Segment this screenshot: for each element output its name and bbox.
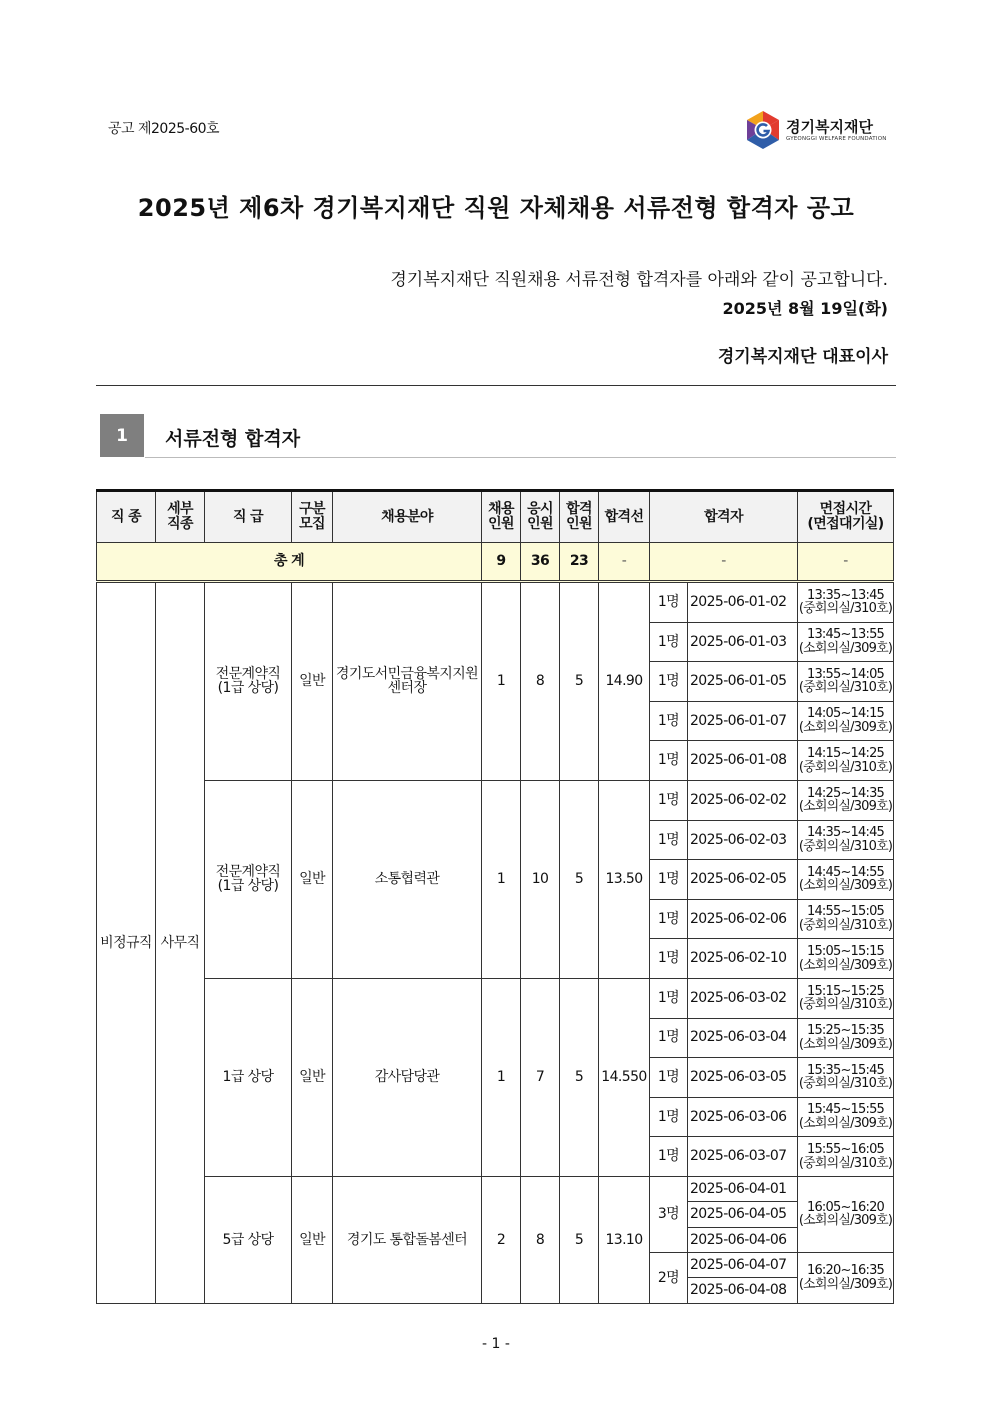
interview-line1: 15:55~16:05 (806, 1141, 885, 1157)
foundation-logo (746, 110, 896, 154)
interview-cell (798, 1253, 894, 1304)
interview-line1: 14:25~14:35 (806, 785, 885, 801)
logo-subtitle: GYEONGGI WELFARE FOUNDATION (786, 136, 887, 142)
interview-line1: 13:35~13:45 (806, 587, 885, 603)
field-text-line2: 센터장 (387, 680, 427, 697)
interview-cell (798, 701, 894, 741)
cutoff-cell: 14.550 (599, 978, 650, 1176)
passer-count-cell: 1명 (650, 701, 688, 741)
interview-line1: 15:15~15:25 (806, 983, 885, 999)
foundation-logo-icon (746, 110, 780, 150)
header-apply-1: 응시 (527, 501, 553, 518)
section-title: 서류전형 합격자 (165, 428, 301, 450)
total-label: 총 계 (97, 543, 482, 582)
interview-line2: (중회의실/310호) (798, 997, 893, 1013)
hire-cell: 1 (482, 978, 521, 1176)
header-interview-1: 면접시간 (819, 501, 872, 518)
table-row (97, 1176, 894, 1201)
interview-cell (798, 899, 894, 939)
passer-id-cell: 2025-06-03-04 (688, 1018, 798, 1058)
interview-line1: 14:15~14:25 (806, 746, 885, 762)
hire-cell: 1 (482, 780, 521, 978)
interview-line1: 14:35~14:45 (806, 825, 885, 841)
page-title: 2025년 제6차 경기복지재단 직원 자체채용 서류전형 합격자 공고 (137, 194, 855, 222)
apply-cell: 8 (521, 1176, 560, 1303)
total-cutoff: - (599, 543, 650, 582)
passer-id-cell: 2025-06-02-02 (688, 780, 798, 820)
interview-cell (798, 1018, 894, 1058)
passer-id-cell: 2025-06-01-05 (688, 662, 798, 702)
field-text: 소통협력관 (374, 871, 440, 888)
passer-id-cell: 2025-06-04-01 (688, 1176, 798, 1201)
passer-id-cell: 2025-06-02-03 (688, 820, 798, 860)
header-apply-2: 인원 (527, 516, 553, 532)
table-row (97, 582, 894, 623)
recruit-type-cell: 일반 (292, 978, 333, 1176)
grade-cell (205, 582, 292, 781)
passer-count-cell: 1명 (650, 662, 688, 702)
interview-cell (798, 780, 894, 820)
grade-cell (205, 978, 292, 1176)
interview-line2: (중회의실/310호) (798, 1076, 893, 1092)
issuer: 경기복지재단 대표이사 (717, 347, 888, 367)
table-row (97, 978, 894, 1018)
sub-type-cell: 사무직 (156, 582, 205, 1304)
passer-count-cell: 2명 (650, 1253, 688, 1304)
interview-line1: 15:25~15:35 (806, 1023, 885, 1039)
passer-id-cell: 2025-06-03-05 (688, 1058, 798, 1098)
passer-id-cell: 2025-06-03-07 (688, 1137, 798, 1177)
passer-count-cell: 3명 (650, 1176, 688, 1252)
interview-cell (798, 820, 894, 860)
header-pass-1: 합격 (566, 501, 592, 518)
pass-cell: 5 (560, 978, 599, 1176)
passer-id-cell: 2025-06-04-08 (688, 1278, 798, 1303)
pass-cell: 5 (560, 582, 599, 781)
interview-line2: (소회의실/309호) (798, 640, 893, 656)
job-type-cell: 비정규직 (97, 582, 156, 1304)
cutoff-cell: 13.10 (599, 1176, 650, 1303)
passer-count-cell: 1명 (650, 820, 688, 860)
interview-line2: (소회의실/309호) (798, 957, 893, 973)
grade-text-line2: (1급 상당) (217, 680, 279, 697)
cutoff-cell: 14.90 (599, 582, 650, 781)
section-number: 1 (100, 414, 144, 457)
interview-cell (798, 662, 894, 702)
interview-line2: (소회의실/309호) (798, 878, 893, 894)
interview-line1: 15:35~15:45 (806, 1062, 885, 1078)
passer-count-cell: 1명 (650, 1137, 688, 1177)
apply-cell: 7 (521, 978, 560, 1176)
header-hire-2: 인원 (488, 516, 514, 532)
interview-line2: (중회의실/310호) (798, 918, 893, 934)
interview-cell (798, 860, 894, 900)
hire-cell: 1 (482, 582, 521, 781)
notice-date: 2025년 8월 19일(화) (722, 299, 888, 318)
passer-id-cell: 2025-06-04-06 (688, 1227, 798, 1252)
interview-cell (798, 1176, 894, 1252)
header-hire (482, 491, 521, 543)
field-cell (333, 780, 482, 978)
interview-line2: (소회의실/309호) (798, 1036, 893, 1052)
total-pass: 23 (560, 543, 599, 582)
passer-id-cell: 2025-06-04-05 (688, 1202, 798, 1227)
passer-count-cell: 1명 (650, 582, 688, 623)
header-sub-type-1: 세부 (167, 501, 193, 518)
header-hire-1: 채용 (488, 501, 514, 518)
hire-cell: 2 (482, 1176, 521, 1303)
total-interview: - (798, 543, 894, 582)
section-underline (145, 457, 896, 458)
header-job-type: 직 종 (97, 491, 156, 543)
interview-line2: (중회의실/310호) (798, 601, 893, 617)
interview-cell (798, 939, 894, 979)
grade-text-line1: 전문계약직 (215, 665, 281, 682)
interview-line1: 14:05~14:15 (806, 706, 885, 722)
header-recruit-type (292, 491, 333, 543)
passer-id-cell: 2025-06-02-10 (688, 939, 798, 979)
total-row (97, 543, 894, 582)
passer-count-cell: 1명 (650, 1097, 688, 1137)
pass-cell: 5 (560, 780, 599, 978)
field-cell (333, 978, 482, 1176)
header-sub-type (156, 491, 205, 543)
passer-id-cell: 2025-06-04-07 (688, 1253, 798, 1278)
grade-cell (205, 1176, 292, 1303)
grade-cell (205, 780, 292, 978)
cutoff-cell: 13.50 (599, 780, 650, 978)
interview-line1: 13:55~14:05 (806, 666, 885, 682)
header-recruit-type-2: 모집 (299, 516, 325, 532)
divider (96, 385, 896, 386)
header-grade: 직 급 (205, 491, 292, 543)
header-pass-2: 인원 (566, 516, 592, 532)
interview-cell (798, 582, 894, 623)
interview-cell (798, 978, 894, 1018)
passer-count-cell: 1명 (650, 780, 688, 820)
passer-count-cell: 1명 (650, 1018, 688, 1058)
passer-id-cell: 2025-06-02-06 (688, 899, 798, 939)
grade-text-line1: 전문계약직 (215, 863, 281, 880)
results-table (96, 489, 894, 1304)
logo-name: 경기복지재단 (786, 118, 873, 136)
pass-cell: 5 (560, 1176, 599, 1303)
header-cutoff: 합격선 (599, 491, 650, 543)
passer-id-cell: 2025-06-01-03 (688, 622, 798, 662)
interview-line2: (중회의실/310호) (798, 1155, 893, 1171)
interview-line1: 14:45~14:55 (806, 864, 885, 880)
total-passers: - (650, 543, 798, 582)
passer-count-cell: 1명 (650, 860, 688, 900)
notice-number: 공고 제2025-60호 (108, 121, 220, 137)
recruit-type-cell: 일반 (292, 582, 333, 781)
table-row (97, 780, 894, 820)
passer-count-cell: 1명 (650, 741, 688, 781)
interview-line2: (소회의실/309호) (798, 799, 893, 815)
header-field: 채용분야 (333, 491, 482, 543)
grade-text-line2: (1급 상당) (217, 878, 279, 895)
interview-line1: 15:45~15:55 (806, 1102, 885, 1118)
interview-line2: (소회의실/309호) (798, 1276, 893, 1292)
header-apply (521, 491, 560, 543)
interview-line1: 14:55~15:05 (806, 904, 885, 920)
apply-cell: 8 (521, 582, 560, 781)
interview-line1: 13:45~13:55 (806, 627, 885, 643)
passer-count-cell: 1명 (650, 899, 688, 939)
interview-line2: (중회의실/310호) (798, 759, 893, 775)
interview-line1: 15:05~15:15 (806, 944, 885, 959)
interview-line2: (소회의실/309호) (798, 720, 893, 736)
passer-id-cell: 2025-06-01-02 (688, 582, 798, 623)
header-sub-type-2: 직종 (167, 516, 193, 532)
grade-text: 5급 상당 (222, 1231, 274, 1248)
header-interview (798, 491, 894, 543)
passer-id-cell: 2025-06-03-06 (688, 1097, 798, 1137)
interview-line2: (소회의실/309호) (798, 1213, 893, 1229)
field-text-line1: 경기도서민금융복지지원 (335, 665, 479, 682)
interview-cell (798, 622, 894, 662)
intro-text: 경기복지재단 직원채용 서류전형 합격자를 아래와 같이 공고합니다. (390, 270, 888, 290)
header-recruit-type-1: 구분 (299, 501, 325, 518)
apply-cell: 10 (521, 780, 560, 978)
total-apply: 36 (521, 543, 560, 582)
recruit-type-cell: 일반 (292, 780, 333, 978)
passer-count-cell: 1명 (650, 978, 688, 1018)
passer-count-cell: 1명 (650, 1058, 688, 1098)
interview-line2: (소회의실/309호) (798, 1116, 893, 1132)
passer-count-cell: 1명 (650, 939, 688, 979)
interview-cell (798, 741, 894, 781)
grade-text: 1급 상당 (222, 1069, 274, 1086)
header-interview-2: (면접대기실) (807, 516, 884, 532)
interview-cell (798, 1097, 894, 1137)
header-pass (560, 491, 599, 543)
interview-line2: (중회의실/310호) (798, 680, 893, 696)
passer-id-cell: 2025-06-01-07 (688, 701, 798, 741)
passer-id-cell: 2025-06-01-08 (688, 741, 798, 781)
field-text: 경기도 통합돌봄센터 (346, 1231, 468, 1248)
field-text: 감사담당관 (374, 1069, 440, 1086)
total-hire: 9 (482, 543, 521, 582)
passer-id-cell: 2025-06-03-02 (688, 978, 798, 1018)
interview-line2: (중회의실/310호) (798, 838, 893, 854)
passer-id-cell: 2025-06-02-05 (688, 860, 798, 900)
field-cell (333, 1176, 482, 1303)
interview-line1: 16:20~16:35 (806, 1263, 885, 1279)
interview-cell (798, 1058, 894, 1098)
recruit-type-cell: 일반 (292, 1176, 333, 1303)
field-cell (333, 582, 482, 781)
table-header-row (97, 491, 894, 543)
page-number: - 1 - (482, 1336, 510, 1352)
header-passers: 합격자 (650, 491, 798, 543)
passer-count-cell: 1명 (650, 622, 688, 662)
interview-cell (798, 1137, 894, 1177)
results-body (97, 582, 894, 1304)
interview-line1: 16:05~16:20 (806, 1199, 885, 1215)
